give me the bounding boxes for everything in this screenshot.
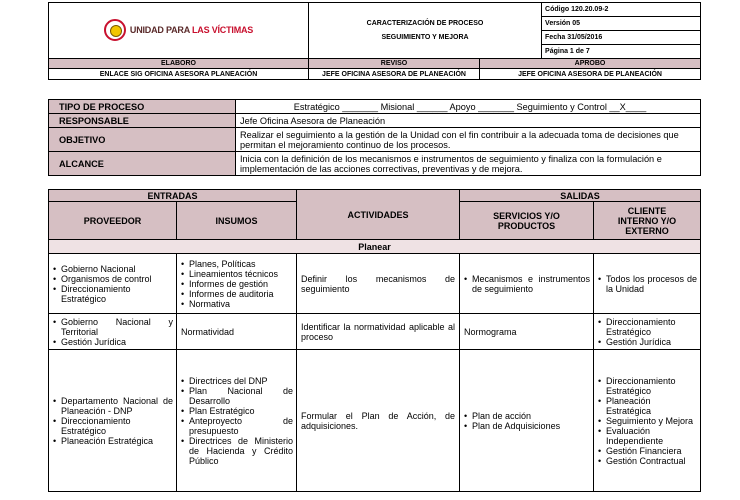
list-item: • Gestión Financiera: [597, 446, 697, 456]
list-item: • Direccionamiento Estratégico: [52, 416, 173, 436]
servicios-cell: Normograma: [460, 314, 594, 350]
servicios-cell: [460, 254, 594, 314]
table-row: [49, 314, 701, 350]
cliente-header: CLIENTE INTERNO Y/O EXTERNO: [594, 202, 701, 240]
list-item: • Todos los procesos de la Unidad: [597, 274, 697, 294]
actividad-cell: Formular el Plan de Acción, de adquisiciones.: [297, 350, 460, 492]
cliente-cell: [594, 314, 701, 350]
salidas-header: SALIDAS: [460, 190, 701, 202]
list-item: • Seguimiento y Mejora: [597, 416, 697, 426]
list-item: • Gestión Jurídica: [52, 337, 173, 347]
date-field: Fecha 31/05/2016: [542, 31, 701, 45]
objetivo-value: Realizar el seguimiento a la gestión de la Unidad con el fin contribuir a la adecuada toma de decisiones que permitan el mejoramiento continuo de los procesos.: [236, 128, 701, 152]
process-characterization-table: [48, 189, 701, 492]
alcance-value: Inicia con la definición de los mecanismos e instrumentos de seguimiento y finaliza con la formulación e implementación de las acciones correctivas, preventivas y de mejora.: [236, 152, 701, 176]
list-item: • Plan Nacional de Desarrollo: [180, 386, 293, 406]
list-item: • Plan de acción: [463, 411, 590, 421]
reviso-label: REVISO: [309, 59, 480, 69]
logo-text-1: UNIDAD PARA: [129, 24, 192, 35]
document-title: CARACTERIZACIÓN DE PROCESO SEGUIMIENTO Y MEJORA: [309, 3, 542, 59]
list-item: • Mecanismos e instrumentos de seguimiento: [463, 274, 590, 294]
phase-planear: Planear: [49, 240, 701, 254]
list-item: • Lineamientos técnicos: [180, 269, 293, 279]
page-field: Página 1 de 7: [542, 45, 701, 59]
list-item: • Normativa: [180, 299, 293, 309]
list-item: • Planeación Estratégica: [52, 436, 173, 446]
code-field: Código 120.20.09-2: [542, 3, 701, 17]
insumos-header: INSUMOS: [177, 202, 297, 240]
list-item: • Evaluación Independiente: [597, 426, 697, 446]
list-item: • Informes de gestión: [180, 279, 293, 289]
list-item: • Gestión Jurídica: [597, 337, 697, 347]
list-item: • Planes, Políticas: [180, 259, 293, 269]
logo-cell: [49, 3, 309, 59]
list-item: • Plan de Adquisiciones: [463, 421, 590, 431]
insumos-cell: Normatividad: [177, 314, 297, 350]
servicios-header: SERVICIOS Y/O PRODUCTOS: [460, 202, 594, 240]
list-item: • Planeación Estratégica: [597, 396, 697, 416]
servicios-cell: [460, 350, 594, 492]
list-item: • Anteproyecto de presupuesto: [180, 416, 293, 436]
list-item: • Organismos de control: [52, 274, 173, 284]
proveedor-cell: [49, 314, 177, 350]
logo-text-2: LAS VÍCTIMAS: [192, 24, 254, 35]
objetivo-label: OBJETIVO: [49, 128, 236, 152]
tipo-label: TIPO DE PROCESO: [49, 100, 236, 114]
alcance-label: ALCANCE: [49, 152, 236, 176]
list-item: • Gobierno Nacional y Territorial: [52, 317, 173, 337]
actividad-cell: Definir los mecanismos de seguimiento: [297, 254, 460, 314]
list-item: • Direccionamiento Estratégico: [597, 376, 697, 396]
tipo-value: Estratégico _______ Misional ______ Apoyo _______ Seguimiento y Control __X____: [236, 100, 701, 114]
list-item: • Directrices de Ministerio de Hacienda y Crédito Público: [180, 436, 293, 466]
aprobo-label: APROBO: [480, 59, 701, 69]
aprobo-value: JEFE OFICINA ASESORA DE PLANEACIÓN: [480, 69, 701, 80]
responsable-label: RESPONSABLE: [49, 114, 236, 128]
list-item: • Direccionamiento Estratégico: [597, 317, 697, 337]
cliente-cell: [594, 350, 701, 492]
responsable-value: Jefe Oficina Asesora de Planeación: [236, 114, 701, 128]
list-item: • Departamento Nacional de Planeación - DNP: [52, 396, 173, 416]
reviso-value: JEFE OFICINA ASESORA DE PLANEACIÓN: [309, 69, 480, 80]
list-item: • Directrices del DNP: [180, 376, 293, 386]
table-row: [49, 350, 701, 492]
version-field: Versión 05: [542, 17, 701, 31]
list-item: • Gestión Contractual: [597, 456, 697, 466]
proveedor-cell: [49, 254, 177, 314]
process-info-table: [48, 99, 701, 176]
insumos-cell: [177, 350, 297, 492]
elaboro-value: ENLACE SIG OFICINA ASESORA PLANEACIÓN: [49, 69, 309, 80]
document-header: [48, 2, 701, 80]
proveedor-cell: [49, 350, 177, 492]
list-item: • Gobierno Nacional: [52, 264, 173, 274]
list-item: • Plan Estratégico: [180, 406, 293, 416]
table-row: [49, 254, 701, 314]
coat-of-arms-icon: [104, 19, 126, 41]
cliente-cell: [594, 254, 701, 314]
actividades-header: ACTIVIDADES: [297, 190, 460, 240]
actividad-cell: Identificar la normatividad aplicable al proceso: [297, 314, 460, 350]
list-item: • Informes de auditoria: [180, 289, 293, 299]
unidad-victimas-logo: [104, 19, 253, 41]
list-item: • Direccionamiento Estratégico: [52, 284, 173, 304]
insumos-cell: [177, 254, 297, 314]
entradas-header: ENTRADAS: [49, 190, 297, 202]
elaboro-label: ELABORO: [49, 59, 309, 69]
proveedor-header: PROVEEDOR: [49, 202, 177, 240]
